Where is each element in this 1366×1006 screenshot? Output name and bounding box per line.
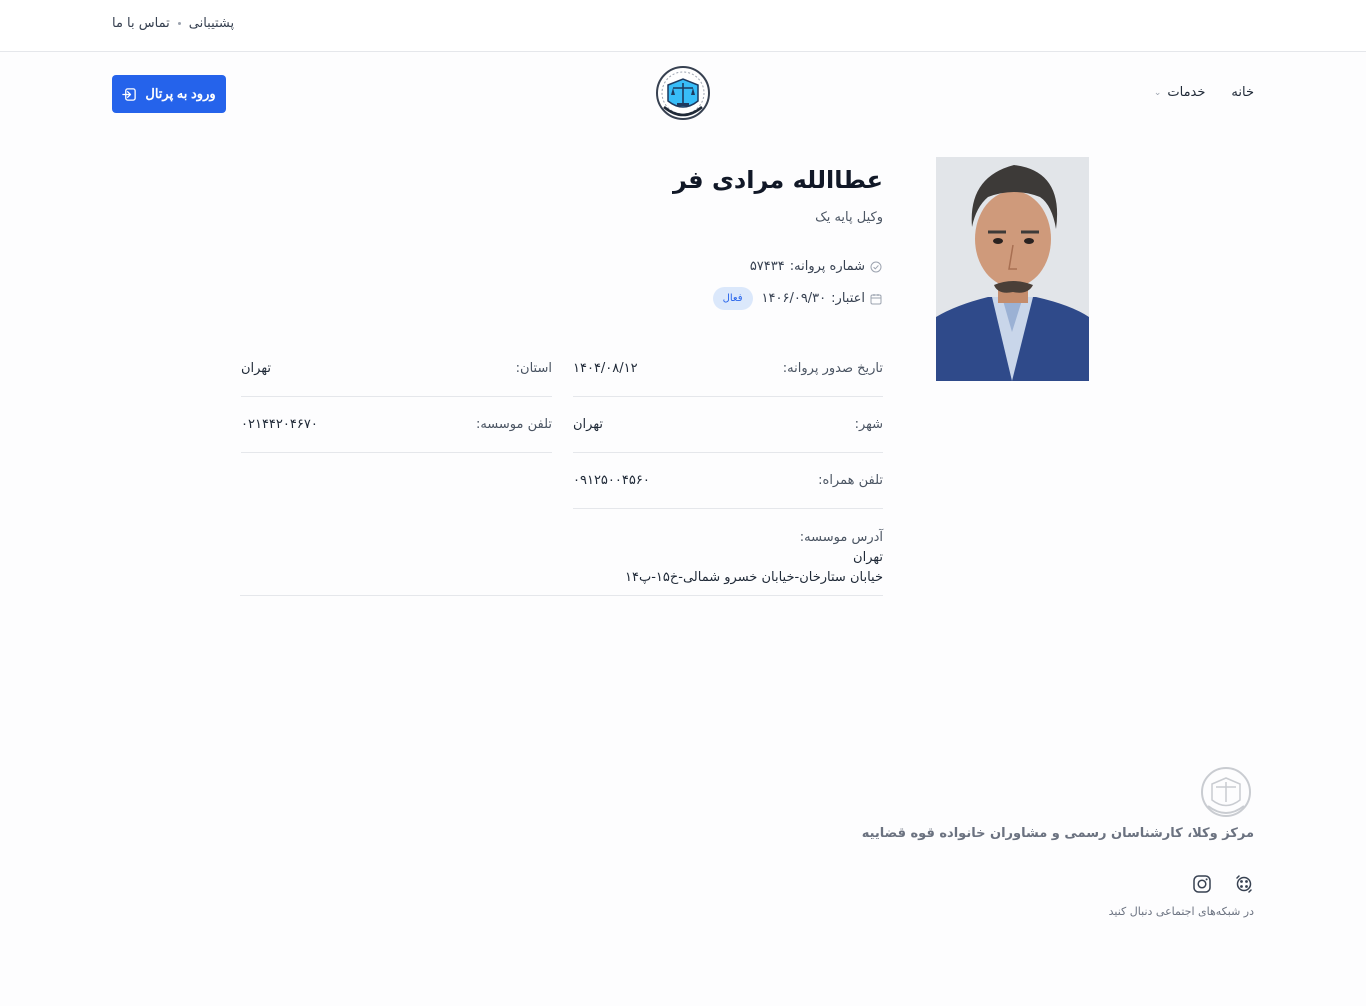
chevron-down-icon: ⌄	[1153, 87, 1162, 98]
office-phone-value[interactable]: ۰۲۱۴۴۲۰۴۶۷۰	[241, 417, 318, 432]
nav-item-home[interactable]	[1231, 85, 1254, 100]
mobile-label: تلفن همراه:	[818, 473, 883, 488]
province-field	[241, 341, 552, 397]
address-label: آدرس موسسه:	[799, 530, 883, 545]
top-links	[112, 16, 234, 31]
city-label: شهر:	[854, 417, 883, 432]
validity-date: ۱۴۰۶/۰۹/۳۰	[761, 291, 827, 306]
issue-date-value: ۱۴۰۴/۰۸/۱۲	[573, 361, 638, 376]
issue-date-field	[573, 341, 883, 397]
office-phone-label: تلفن موسسه:	[475, 417, 552, 432]
portal-login-label: ورود به پرتال	[145, 86, 216, 101]
lawyer-name: عطاالله مرادی فر	[672, 166, 883, 194]
license-number: ۵۷۴۳۴	[749, 259, 785, 274]
lawyer-rank: وکیل پایه یک	[815, 210, 883, 225]
social-links	[1192, 874, 1254, 898]
lawyer-photo	[936, 157, 1089, 381]
separator-dot	[178, 22, 181, 25]
main-nav	[1154, 85, 1254, 100]
login-icon	[122, 87, 137, 102]
footer-title: مرکز وکلا، کارشناسان رسمی و مشاوران خانواده قوه قضاییه	[861, 826, 1254, 841]
mobile-value[interactable]: ۰۹۱۲۵۰۰۴۵۶۰	[573, 473, 650, 488]
aparat-icon-svg	[1234, 874, 1254, 894]
license-line	[750, 259, 882, 274]
footer-follow-text: در شبکه‌های اجتماعی دنبال کنید	[1108, 905, 1254, 918]
main-header	[0, 52, 1366, 134]
city-value: تهران	[573, 417, 603, 432]
nav-item-label: خانه	[1231, 85, 1254, 100]
portal-login-button[interactable]	[112, 75, 226, 113]
issue-date-label: تاریخ صدور پروانه:	[782, 361, 883, 376]
status-badge: فعال	[713, 287, 753, 310]
city-field	[573, 397, 883, 453]
top-bar	[0, 0, 1366, 52]
address-city: تهران	[853, 550, 883, 565]
address-line: خیابان ستارخان-خیابان خسرو شمالی-خ۱۵-پ۱۴	[625, 570, 883, 585]
scales-emblem-icon	[654, 63, 712, 123]
instagram-icon[interactable]	[1192, 874, 1212, 898]
support-link[interactable]: پشتیبانی	[188, 16, 235, 31]
check-circle-icon	[870, 261, 882, 273]
mobile-field	[573, 453, 883, 509]
judiciary-logo[interactable]	[654, 63, 712, 123]
nav-item-label: خدمات	[1167, 85, 1206, 100]
validity-label: اعتبار:	[831, 291, 865, 306]
license-label: شماره پروانه:	[789, 259, 865, 274]
office-phone-field	[241, 397, 552, 453]
validity-line	[713, 287, 882, 310]
portrait-image	[936, 157, 1089, 381]
nav-item-services[interactable]	[1154, 85, 1206, 100]
scales-emblem-icon	[1199, 764, 1253, 820]
footer-logo	[1199, 764, 1253, 820]
province-label: استان:	[515, 361, 552, 376]
contact-link[interactable]: تماس با ما	[112, 16, 170, 31]
aparat-icon[interactable]	[1234, 874, 1254, 898]
instagram-icon-svg	[1192, 874, 1212, 894]
office-address-field	[240, 515, 883, 596]
province-value: تهران	[241, 361, 271, 376]
calendar-icon	[870, 293, 882, 305]
